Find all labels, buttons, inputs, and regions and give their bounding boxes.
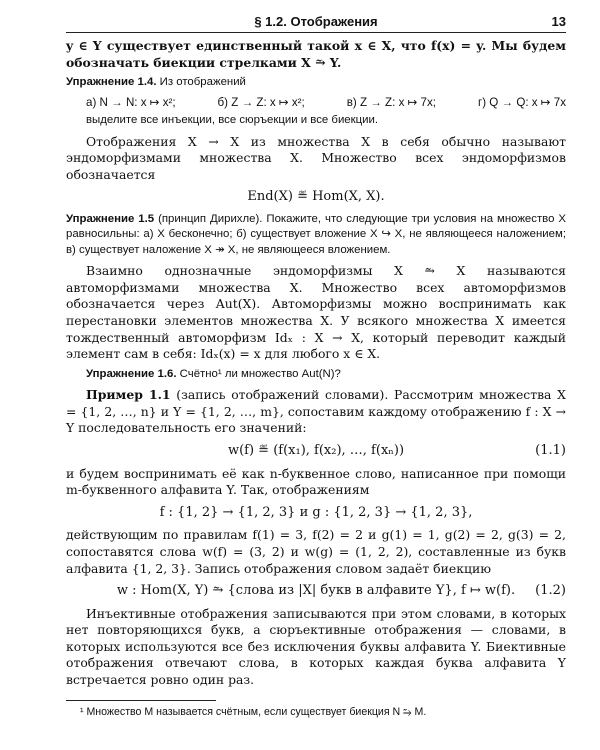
page-body — [66, 38, 566, 689]
paragraph-6: Инъективные отображения записываются при этом словами, в которых нет повторяющихся букв, а сюръективные отображения — словами, в которых используются все без исключения буквы алфавита Y. Биективные отображения отвечают слова, в которых каждая буква алфавита Y встречается ровно один раз. — [66, 605, 566, 688]
footnote: ¹ Множество M называется счётным, если существует биекция N ⥲ M. — [80, 706, 427, 718]
formula-1-2 — [66, 583, 566, 600]
paragraph-1: y ∈ Y существует единственный такой x ∈ X, что f(x) = y. Мы будем обозначать биекции стрелками X ⥲ Y. — [66, 38, 566, 70]
exercise-item: б) Z → Z: x ↦ x²; — [217, 95, 305, 109]
formula-1-1-body: w(f) ≝ (f(x₁), f(x₂), …, f(xₙ)) — [227, 442, 405, 458]
exercise-item: в) Z → Z: x ↦ 7x; — [346, 95, 437, 109]
formula-end: End(X) ≝ Hom(X, X). — [247, 189, 385, 205]
example-1-1-title: Пример 1.1 — [86, 387, 171, 403]
exercise-1-5-text: (принцип Дирихле). Покажите, что следующие три условия на множество X равносильны: а) X бесконечно; б) существует вложение X ↪ X, не являющееся наложением; в) существует наложение X ↠ X, не являющееся вложением. — [66, 212, 566, 256]
formula-fg: f : {1, 2} → {1, 2, 3} и g : {1, 2, 3} → {1, 2, 3}, — [159, 504, 473, 520]
paragraph-2: Отображения X → X из множества X в себя обычно называют эндоморфизмами множества X. Множество всех эндоморфизмов обозначается — [66, 133, 566, 182]
exercise-1-4-title: Упражнение 1.4. — [66, 76, 157, 89]
exercise-item: г) Q → Q: x ↦ 7x — [477, 95, 566, 109]
section-title: § 1.2. Отображения — [254, 14, 378, 29]
exercise-1-6-title: Упражнение 1.6. — [86, 367, 177, 380]
exercise-1-4 — [66, 75, 566, 90]
paragraph-5: действующим по правилам f(1) = 3, f(2) = 2 и g(1) = 1, g(2) = 2, g(3) = 2, сопоставятся слова w(f) = (3, 2) и w(g) = (1, 2, 2), составленные из букв алфавита {1, 2, 3}. Запись отображения словом задаёт биекцию — [66, 527, 566, 576]
exercise-item: а) N → N: x ↦ x²; — [86, 95, 176, 109]
equation-number-1-1: (1.1) — [535, 442, 566, 458]
paragraph-3: Взаимно однозначные эндоморфизмы X ⥲ X называются автоморфизмами множества X. Множество всех автоморфизмов обозначается через Aut(X). Автоморфизмы можно воспринимать как перестановки элементов множества X. У всякого множества X имеется тождественный автоморфизм Idₓ : X → X, который переводит каждый элемент сам в себя: Idₓ(x) = x для любого x ∈ X. — [66, 263, 566, 362]
exercise-1-4-tail: выделите все инъекции, все сюръекции и все биекции. — [86, 114, 379, 127]
exercise-1-4-text: Из отображений — [159, 76, 246, 89]
exercise-1-6-text: Счётно¹ ли множество Aut(N)? — [179, 367, 341, 380]
exercise-1-6 — [66, 367, 566, 382]
paragraph-4: и будем воспринимать её как n-буквенное слово, написанное при помощи m-буквенного алфавита Y. Так, отображениям — [66, 465, 566, 498]
exercise-1-4-items — [86, 95, 566, 112]
page-number: 13 — [551, 14, 566, 29]
equation-number-1-2: (1.2) — [535, 583, 566, 599]
formula-1-2-body: w : Hom(X, Y) ⥲ {слова из |X| букв в алфавите Y}, f ↦ w(f). — [116, 583, 516, 599]
example-1-1 — [66, 387, 566, 437]
exercise-1-5 — [66, 212, 566, 258]
footnote-divider — [66, 700, 216, 701]
example-1-1-text: (запись отображений словами). Рассмотрим множества X = {1, 2, …, n} и Y = {1, 2, …, m}, сопоставим каждому отображению f : X → Y последовательность его значений: — [66, 387, 566, 436]
running-header — [66, 14, 566, 33]
formula-1-1 — [66, 443, 566, 460]
exercise-1-5-title: Упражнение 1.5 — [66, 212, 155, 225]
